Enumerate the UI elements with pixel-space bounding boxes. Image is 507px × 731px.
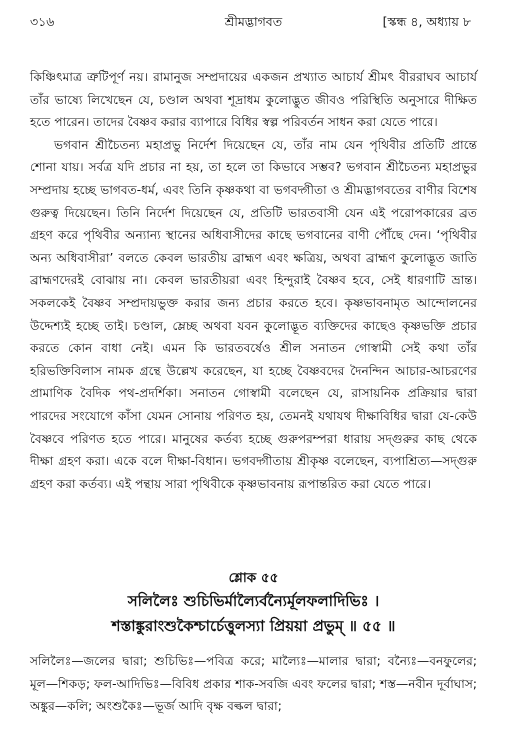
purport-paragraph: ভগবান শ্রীচৈতন্য মহাপ্রভু নির্দেশ দিয়েছেন যে, তাঁর নাম যেন পৃথিবীর প্রতিটি প্রান্তে শোনা যায়। সর্বত্র যদি প্রচার না হয়, তা হলে তা কিভাবে সম্ভব? ভগবান শ্রীচৈতন্য মহাপ্রভুর সম্প্রদায় হচ্ছে ভাগবত-ধর্ম, এবং তিনি কৃষ্ণকথা বা ভগবদ্গীতা ও শ্রীমদ্ভাগবতের বাণীর বিশেষ গুরুত্ব দিয়েছেন। তিনি নির্দেশ দিয়েছেন যে, প্রতিটি ভারতবাসী যেন এই পরোপকারের ব্রত গ্রহণ করে পৃথিবীর অন্যান্য স্থানের অধিবাসীদের কাছে ভগবানের বাণী পৌঁছে দেন। ‘পৃথিবীর অন্য অধিবাসীরা’ বলতে কেবল ভারতীয় ব্রাহ্মণ এবং ক্ষত্রিয়, অথবা ব্রাহ্মণ কুলোদ্ভূত জাতি ব্রাহ্মণদেরই বোঝায় না। কেবল ভারতীয়রা এবং হিন্দুরাই বৈষ্ণব হবে, সেই ধারণাটি ভ্রান্ত। সকলকেই বৈষ্ণব সম্প্রদায়ভুক্ত করার জন্য প্রচার করতে হবে। কৃষ্ণভাবনামৃত আন্দোলনের উদ্দেশ্যই হচ্ছে তাই। চণ্ডাল, ম্লেচ্ছ অথবা যবন কুলোদ্ভূত ব্যক্তিদের কাছেও কৃষ্ণভক্তি প্রচার করতে কোন বাধা নেই। এমন কি ভারতবর্ষেও শ্রীল সনাতন গোস্বামী সেই কথা তাঁর হরিভক্তিবিলাস নামক গ্রন্থে উল্লেখ করেছেন, যা হচ্ছে বৈষ্ণবদের দৈনন্দিন আচার-আচরণের প্রামাণিক বৈদিক পথ-প্রদর্শিকা। সনাতন গোস্বামী বলেছেন যে, রাসায়নিক প্রক্রিয়ার দ্বারা পারদের সংযোগে কাঁসা যেমন সোনায় পরিণত হয়, তেমনই যথাযথ দীক্ষাবিধির দ্বারা যে-কেউ বৈষ্ণবে পরিণত হতে পারে। মানুষের কর্তব্য হচ্ছে গুরুপরম্পরা ধারায় সদ্‌গুরুর কাছ থেকে দীক্ষা গ্রহণ করা। একে বলে দীক্ষা-বিধান। ভগবদ্গীতায় শ্রীকৃষ্ণ বলেছেন, ব্যপাশ্রিত্য—সদ্‌গুরু গ্রহণ করা কর্তব্য। এই পন্থায় সারা পৃথিবীকে কৃষ্ণভাবনায় রূপান্তরিত করা যেতে পারে।	[30, 137, 477, 491]
verse-line: শস্তাঙ্কুরাংশুকৈশ্চার্চেত্তুলস্যা প্রিয়য়া প্রভুম্‌ ॥ ৫৫ ॥	[111, 617, 396, 635]
purport-text	[30, 66, 477, 495]
running-title: শ্রীমদ্ভাগবত	[224, 14, 283, 29]
synonyms-paragraph: সলিলৈঃ—জলের দ্বারা; শুচিভিঃ—পবিত্র করে; মাল্যৈঃ—মালার দ্বারা; বন্যৈঃ—বনফুলের; মূল—শিকড়; ফল-আদিভিঃ—বিবিধ প্রকার শাক-সবজি এবং ফলের দ্বারা; শস্ত—নবীন দূর্বাঘাস; অঙ্কুর—কলি; অংশুকৈঃ—ভূর্জ আদি বৃক্ষ বল্কল দ্বারা;	[30, 654, 477, 714]
page-header	[0, 0, 507, 40]
verse-line: সলিলৈঃ শুচিভির্মাল্যৈর্বন্যৈর্মূলফলাদিভিঃ ।	[127, 592, 380, 610]
chapter-reference: [স্কন্ধ ৪, অধ্যায় ৮	[382, 14, 471, 29]
verse-heading: শ্লোক ৫৫	[228, 570, 279, 586]
verse-block	[0, 567, 507, 639]
synonyms-text	[30, 650, 477, 718]
page-number: ৩১৬	[30, 14, 55, 29]
purport-paragraph: কিঞ্চিৎমাত্র ত্রুটিপূর্ণ নয়। রামানুজ সম্প্রদায়ের একজন প্রখ্যাত আচার্য শ্রীমৎ বীররাঘব আচার্য তাঁর ভাষ্যে লিখেছেন যে, চণ্ডাল অথবা শূদ্রাধম কুলোদ্ভুত জীবও পরিস্থিতি অনুসারে দীক্ষিত হতে পারেন। তাদের বৈষ্ণব করার ব্যাপারে বিধির স্বল্প পরিবর্তন সাধন করা যেতে পারে।	[30, 70, 477, 130]
